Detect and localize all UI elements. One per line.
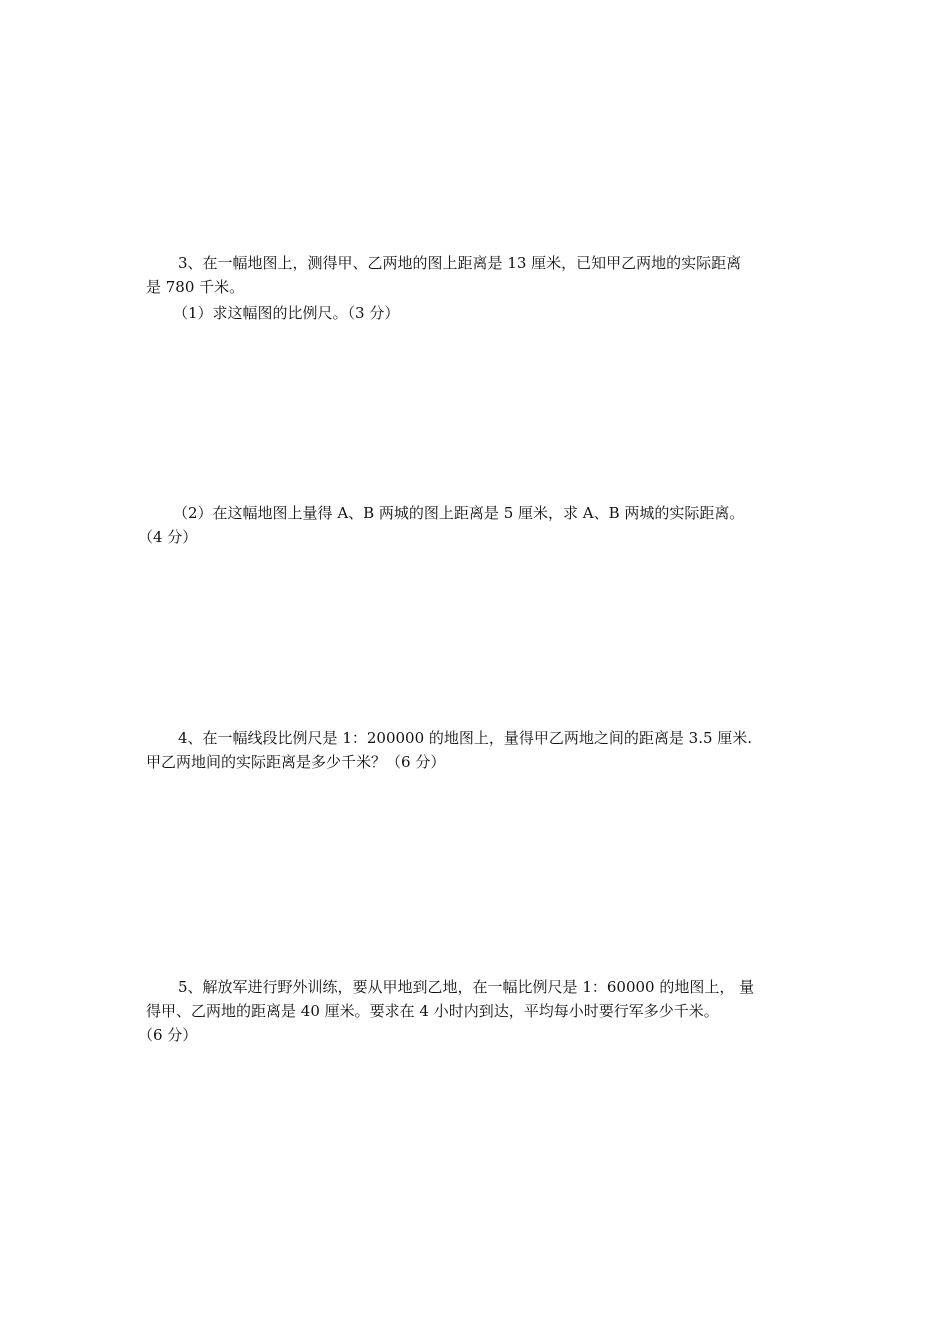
question-4-text-line-1: 4、在一幅线段比例尺是 1：200000 的地图上，量得甲乙两地之间的距离是 3.5 厘米. xyxy=(178,729,753,747)
question-5-text-line-2: 得甲、乙两地的距离是 40 厘米。要求在 4 小时内到达，平均每小时要行军多少千米。 xyxy=(146,1002,719,1020)
question-3-subquestion-2-line-2: （4 分） xyxy=(138,528,198,546)
question-5-text-line-1: 5、解放军进行野外训练，要从甲地到乙地，在一幅比例尺是 1：60000 的地图上， 量 xyxy=(178,978,755,996)
question-4-text-line-2: 甲乙两地间的实际距离是多少千米？（6 分） xyxy=(146,753,446,771)
question-3-text-line-2: 是 780 千米。 xyxy=(146,278,245,296)
question-3-subquestion-1: （1）求这幅图的比例尺。（3 分） xyxy=(173,304,400,322)
question-5-text-line-3: （6 分） xyxy=(138,1026,198,1044)
question-3-subquestion-2-line-1: （2）在这幅地图上量得 A、B 两城的图上距离是 5 厘米，求 A、B 两城的实际距离。 xyxy=(173,504,745,522)
question-3-text-line-1: 3、在一幅地图上，测得甲、乙两地的图上距离是 13 厘米，已知甲乙两地的实际距离 xyxy=(178,254,742,272)
